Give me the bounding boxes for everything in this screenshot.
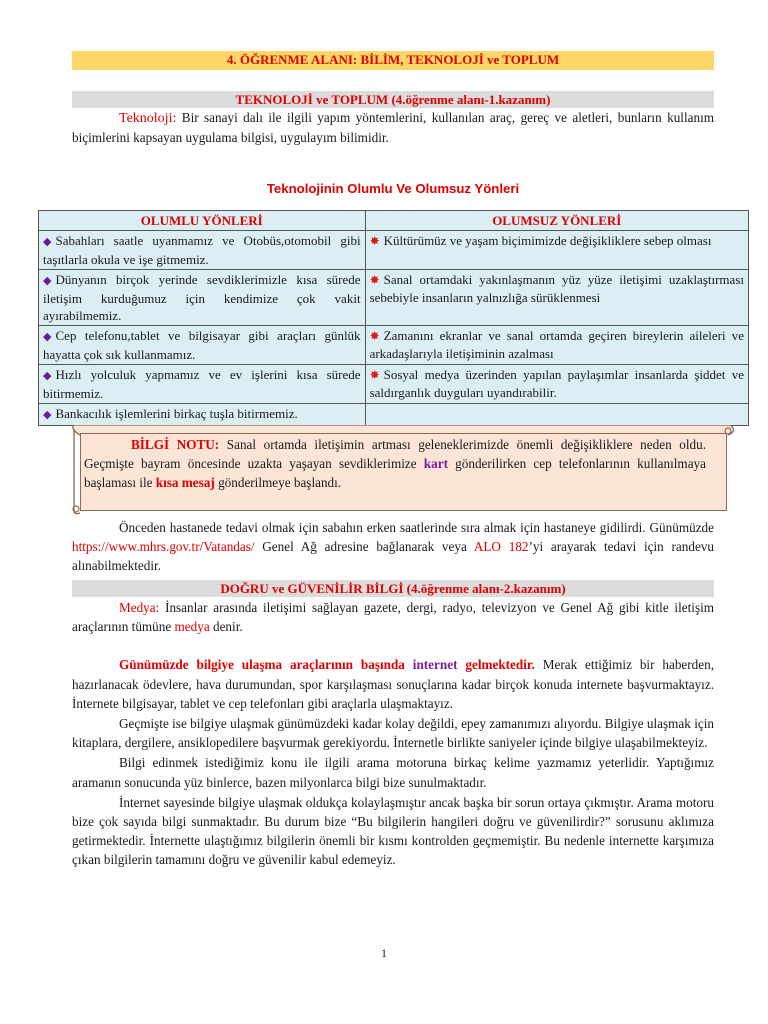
info-note-label: BİLGİ NOTU:	[131, 437, 220, 452]
diamond-bullet-icon: ◆	[43, 370, 52, 382]
negative-text: Zamanını ekranlar ve sanal ortamda geçiren bireylerin aileleri ve arkadaşlarıyla iletişiminin azalması	[369, 328, 744, 361]
negative-text: Kültürümüz ve yaşam biçimimizde değişikliklere sebep olması	[383, 233, 712, 248]
star-bullet-icon: ✸	[369, 273, 380, 287]
highlight-kart: kart	[423, 456, 448, 472]
positive-cell	[39, 326, 366, 365]
technology-term: Teknoloji:	[119, 111, 177, 126]
positive-text: Hızlı yolculuk yapmamız ve ev işlerini kısa sürede bitirmemiz.	[43, 367, 361, 401]
internet-lead-1: Günümüzde bilgiye ulaşma araçlarının başında	[119, 657, 413, 673]
positive-cell	[39, 270, 366, 326]
section1-title: TEKNOLOJİ ve TOPLUM (4.öğrenme alanı-1.kazanım)	[72, 91, 714, 108]
mhrs-link[interactable]: https://www.mhrs.gov.tr/Vatandas/	[72, 539, 255, 555]
internet-lead-2: gelmektedir.	[457, 657, 535, 673]
diamond-bullet-icon: ◆	[43, 331, 52, 343]
negative-cell	[365, 270, 748, 326]
hospital-text-2: Genel Ağ adresine bağlanarak veya	[254, 539, 474, 555]
positive-text: Bankacılık işlemlerini birkaç tuşla bitirmemiz.	[55, 406, 298, 421]
table-row	[39, 326, 749, 365]
hospital-paragraph	[72, 518, 714, 576]
info-note-text	[84, 435, 706, 493]
star-bullet-icon: ✸	[369, 234, 380, 248]
negative-text: Sosyal medya üzerinden yapılan paylaşımlar insanlarda şiddet ve saldırganlık duyguları uyandırabilir.	[369, 367, 744, 400]
negative-cell	[365, 404, 748, 426]
section2-title: DOĞRU ve GÜVENİLİR BİLGİ (4.öğrenme alanı-2.kazanım)	[72, 580, 714, 597]
unit-heading: 4. ÖĞRENME ALANI: BİLİM, TEKNOLOJİ ve TOPLUM	[72, 51, 714, 70]
info-note-text-3: gönderilmeye başlandı.	[214, 475, 342, 491]
technology-definition-text: Bir sanayi dalı ile ilgili yapım yöntemlerini, kullanılan araç, gereç ve aletleri, bunların kullanım biçimlerini kapsayan uygulama bilgisi, uygulayım bilimidir.	[72, 110, 714, 146]
media-text-1: İnsanlar arasında iletişimi sağlayan gazete, dergi, radyo, televizyon ve Genel Ağ gibi kitle iletişim araçlarının tümüne	[72, 600, 714, 635]
diamond-bullet-icon: ◆	[43, 236, 52, 248]
highlight-kisa-mesaj: kısa mesaj	[155, 475, 215, 491]
search-paragraph: Bilgi edinmek istediğimiz konu ile ilgili arama motoruna birkaç kelime yazmamız yeterlidir. Yaptığımız aramanın sonucunda yüz binlerce, bazen milyonlarca bilgi bize sunulmaktadır.	[72, 755, 714, 790]
positive-cell	[39, 231, 366, 270]
table-row	[39, 404, 749, 426]
internet-word: internet	[412, 657, 458, 673]
section2-body	[72, 598, 714, 870]
positive-text: Sabahları saatle uyanmamız ve Otobüs,otomobil gibi taşıtlarla okula ve işe gitmemiz.	[43, 233, 361, 267]
negative-text: Sanal ortamdaki yakınlaşmanın yüz yüze iletişimi uzaklaştırması sebebiyle insanların yalnızlığa sürüklenmesi	[369, 272, 744, 305]
negative-column-header: OLUMSUZ YÖNLERİ	[365, 211, 748, 231]
negative-cell	[365, 326, 748, 365]
positive-text: Dünyanın birçok yerinde sevdiklerimizle kısa sürede iletişim kurduğumuz için kendimize çok vakit ayırabilmemiz.	[43, 272, 361, 323]
positive-text: Cep telefonu,tablet ve bilgisayar gibi araçları günlük hayatta çok sık kullanmamız.	[43, 328, 361, 362]
info-note-text-1: Sanal ortamda iletişimin artması geleneklerimizde önemli değişikliklere neden oldu. Geçmişte bayram öncesinde uzakta yaşayan sevdiklerimize	[84, 437, 706, 472]
page-number: 1	[381, 946, 387, 960]
hospital-text-3: ’yi arayarak tedavi için randevu alınabilmektedir.	[72, 539, 714, 574]
info-note-text-2: gönderilirken cep telefonlarının kullanılmaya başlaması ile	[84, 456, 706, 491]
internet-paragraph-rest: Merak ettiğimiz bir haberden, hazırlanacak ödevlere, hava durumundan, spor karşılaşması sonuçlarına kadar birçok konuda internete başvurmaktayız. İnternete bilgisayar, tablet ve cep telefonları gibi araçlarla ulaşmaktayız.	[72, 657, 715, 711]
technology-definition	[72, 108, 714, 147]
hospital-text-1: Önceden hastanede tedavi olmak için sabahın erken saatlerinde sıra almak için hastaneye gidilirdi. Günümüzde	[119, 520, 714, 535]
alo-182: ALO 182	[473, 539, 529, 555]
star-bullet-icon: ✸	[369, 368, 380, 382]
positive-cell	[39, 404, 366, 426]
negative-cell	[365, 231, 748, 270]
diamond-bullet-icon: ◆	[43, 275, 52, 287]
positive-column-header: OLUMLU YÖNLERİ	[39, 211, 366, 231]
negative-cell	[365, 365, 748, 404]
positive-cell	[39, 365, 366, 404]
reliability-paragraph: İnternet sayesinde bilgiye ulaşmak oldukça kolaylaşmıştır ancak başka bir sorun ortaya çıkmıştır. Arama motoru bize çok sayıda bilgi sunmaktadır. Bu durum bize “Bu bilgilerin hangileri doğru ve güvenilirdir?” sorusunu aklımıza getirmektedir. İnternette ulaştığımız bilgilerin önemli bir kısmı kontrolden geçmemiştir. Bu nedenle internette karşımıza çıkan bilgilerin tamamını doğru ve güvenilir kabul edemeyiz.	[72, 794, 714, 868]
table-row	[39, 231, 749, 270]
table-row	[39, 365, 749, 404]
pros-cons-table	[38, 210, 749, 426]
past-paragraph: Geçmişte ise bilgiye ulaşmak günümüzdeki kadar kolay değildi, epey zamanımızı alıyordu. Bilgiye ulaşmak için kitaplara, dergilere, ansiklopedilere başvurmak gerekiyordu. İnternetle birlikte saniyeler içinde bilgiye ulaşabilmekteyiz.	[72, 716, 714, 751]
media-term: Medya:	[119, 600, 160, 615]
info-note-scroll	[66, 425, 736, 515]
table-row	[39, 270, 749, 326]
table-title: Teknolojinin Olumlu Ve Olumsuz Yönleri	[266, 181, 520, 196]
media-word: medya	[174, 619, 210, 635]
media-text-2: denir.	[209, 619, 243, 635]
diamond-bullet-icon: ◆	[43, 409, 52, 421]
star-bullet-icon: ✸	[369, 329, 380, 343]
